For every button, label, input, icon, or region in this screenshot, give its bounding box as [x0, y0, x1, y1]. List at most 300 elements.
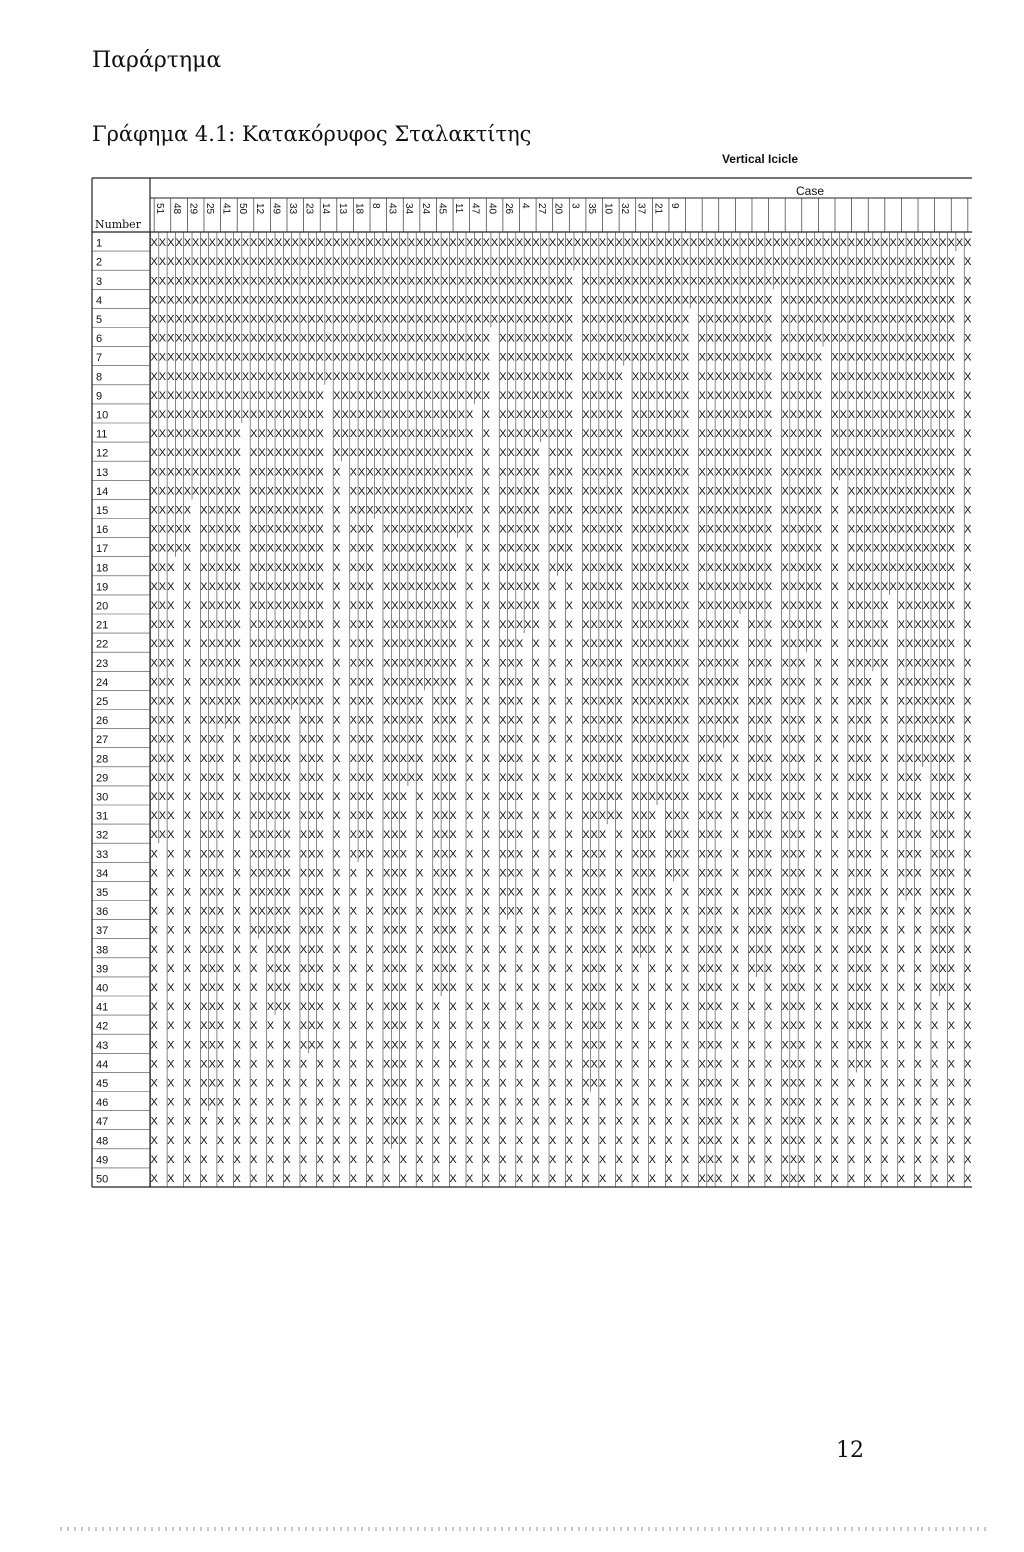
- cell-mark: X: [316, 313, 324, 326]
- cell-mark: X: [665, 848, 673, 861]
- cell-mark: X: [598, 523, 607, 536]
- cell-mark: X: [590, 409, 598, 421]
- cell-mark: X: [225, 332, 233, 345]
- cell-mark: X: [449, 867, 457, 880]
- cell-mark: X: [366, 829, 374, 842]
- cell-mark: X: [598, 1096, 607, 1109]
- cell-mark: X: [216, 600, 225, 612]
- cell-mark: X: [607, 351, 615, 364]
- row-label: 48: [96, 1135, 109, 1148]
- cell-mark: X: [208, 351, 216, 364]
- cell-mark: X: [291, 466, 299, 479]
- cell-mark: X: [374, 485, 383, 498]
- cell-mark: X: [191, 370, 200, 383]
- cell-mark: X: [158, 313, 167, 326]
- cell-mark: X: [349, 867, 358, 880]
- cell-mark: X: [266, 695, 275, 708]
- cell-mark: X: [366, 294, 374, 307]
- cell-mark: X: [590, 676, 598, 689]
- cell-mark: X: [673, 771, 681, 784]
- cell-mark: X: [582, 1115, 590, 1128]
- cell-mark: X: [382, 428, 391, 441]
- cell-mark: X: [432, 1173, 441, 1185]
- cell-mark: X: [407, 676, 416, 689]
- cell-mark: X: [465, 791, 474, 803]
- cell-mark: X: [233, 466, 241, 479]
- cell-mark: X: [216, 447, 225, 460]
- cell-mark: X: [200, 657, 208, 670]
- cell-mark: X: [432, 829, 441, 842]
- cell-mark: X: [225, 237, 233, 250]
- row-label: 46: [96, 1097, 109, 1110]
- cell-mark: X: [299, 771, 308, 784]
- cell-mark: X: [598, 676, 607, 689]
- cell-mark: X: [615, 1039, 623, 1052]
- cell-mark: X: [416, 619, 424, 632]
- cell-mark: X: [283, 409, 291, 421]
- cell-mark: X: [283, 466, 291, 479]
- cell-mark: X: [366, 237, 374, 250]
- cell-mark: X: [324, 332, 333, 345]
- cell-mark: X: [490, 313, 499, 326]
- cell-mark: X: [465, 237, 474, 250]
- cell-mark: X: [648, 905, 657, 918]
- cell-mark: X: [225, 409, 233, 421]
- cell-mark: X: [632, 638, 640, 651]
- cell-mark: X: [615, 428, 623, 441]
- cell-mark: X: [407, 600, 416, 612]
- cell-mark: X: [208, 389, 216, 402]
- cell-mark: X: [275, 561, 283, 574]
- cell-mark: X: [665, 561, 673, 574]
- cell-mark: X: [416, 485, 424, 498]
- cell-mark: X: [549, 714, 557, 727]
- cell-mark: X: [299, 848, 308, 861]
- cell-mark: X: [316, 829, 324, 842]
- cell-mark: X: [490, 237, 499, 250]
- cell-mark: X: [449, 638, 457, 651]
- cell-mark: X: [358, 237, 366, 250]
- cell-mark: X: [250, 867, 258, 880]
- cell-mark: X: [549, 733, 557, 746]
- cell-mark: X: [316, 389, 324, 402]
- cell-mark: X: [382, 676, 391, 689]
- cell-mark: X: [216, 294, 225, 307]
- cell-mark: X: [598, 351, 607, 364]
- cell-mark: X: [333, 886, 341, 899]
- cell-mark: X: [316, 256, 324, 269]
- cell-mark: X: [507, 791, 515, 803]
- cell-mark: X: [532, 867, 540, 880]
- cell-mark: X: [167, 332, 175, 345]
- cell-mark: X: [216, 676, 225, 689]
- cell-mark: X: [233, 1039, 241, 1052]
- cell-mark: X: [607, 752, 615, 765]
- cell-mark: X: [632, 733, 640, 746]
- cell-mark: X: [407, 619, 416, 632]
- cell-mark: X: [499, 1039, 507, 1052]
- cell-mark: X: [382, 504, 391, 517]
- cell-mark: X: [349, 810, 358, 823]
- cell-mark: X: [648, 600, 657, 612]
- cell-mark: X: [366, 1020, 374, 1033]
- cell-mark: X: [532, 409, 540, 421]
- case-tick-label: 34: [403, 203, 415, 215]
- cell-mark: X: [615, 485, 623, 498]
- cell-mark: X: [449, 351, 457, 364]
- cell-mark: X: [233, 886, 241, 899]
- cell-mark: X: [441, 619, 449, 632]
- cell-mark: X: [366, 1039, 374, 1052]
- cell-mark: X: [424, 237, 432, 250]
- cell-mark: X: [291, 600, 299, 612]
- cell-mark: X: [416, 389, 424, 402]
- cell-mark: X: [482, 771, 490, 784]
- cell-mark: X: [266, 332, 275, 345]
- cell-mark: X: [648, 752, 657, 765]
- cell-mark: X: [382, 523, 391, 536]
- cell-mark: X: [524, 275, 532, 288]
- cell-mark: X: [673, 485, 681, 498]
- cell-mark: X: [183, 600, 192, 612]
- cell-mark: X: [582, 275, 590, 288]
- cell-mark: X: [150, 638, 158, 651]
- cell-mark: X: [615, 962, 623, 975]
- cell-mark: X: [183, 409, 192, 421]
- cell-mark: X: [482, 1153, 490, 1166]
- cell-mark: X: [482, 905, 490, 918]
- cell-mark: X: [465, 867, 474, 880]
- cell-mark: X: [416, 294, 424, 307]
- cell-mark: X: [216, 867, 225, 880]
- cell-mark: X: [358, 504, 366, 517]
- cell-mark: X: [399, 943, 407, 956]
- cell-mark: X: [565, 829, 573, 842]
- cell-mark: X: [582, 580, 590, 593]
- cell-mark: X: [266, 791, 275, 803]
- cell-mark: X: [515, 657, 524, 670]
- cell-mark: X: [258, 561, 266, 574]
- cell-mark: X: [665, 1001, 673, 1014]
- cell-mark: X: [250, 237, 258, 250]
- cell-mark: X: [299, 428, 308, 441]
- cell-mark: X: [258, 580, 266, 593]
- cell-mark: X: [598, 886, 607, 899]
- cell-mark: X: [407, 256, 416, 269]
- cell-mark: X: [316, 810, 324, 823]
- cell-mark: X: [167, 428, 175, 441]
- cell-mark: X: [150, 1020, 158, 1033]
- cell-mark: X: [167, 1001, 175, 1014]
- cell-mark: X: [208, 275, 216, 288]
- cell-mark: X: [449, 886, 457, 899]
- cell-mark: X: [656, 485, 665, 498]
- cell-mark: X: [200, 237, 208, 250]
- cell-mark: X: [358, 791, 366, 803]
- cell-mark: X: [183, 313, 192, 326]
- cell-mark: X: [632, 676, 640, 689]
- cell-mark: X: [299, 1153, 308, 1166]
- cell-mark: X: [615, 714, 623, 727]
- cell-mark: X: [590, 1020, 598, 1033]
- cell-mark: X: [632, 924, 640, 937]
- cell-mark: X: [524, 237, 532, 250]
- cell-mark: X: [598, 791, 607, 803]
- cell-mark: X: [515, 1077, 524, 1090]
- cell-mark: X: [399, 638, 407, 651]
- cell-mark: X: [258, 504, 266, 517]
- cell-mark: X: [250, 351, 258, 364]
- row-label: 47: [96, 1116, 109, 1129]
- cell-mark: X: [391, 1077, 399, 1090]
- cell-mark: X: [590, 485, 598, 498]
- cell-mark: X: [615, 1020, 623, 1033]
- cell-mark: X: [656, 600, 665, 612]
- cell-mark: X: [416, 561, 424, 574]
- cell-mark: X: [150, 905, 158, 918]
- cell-mark: X: [250, 638, 258, 651]
- cell-mark: X: [324, 294, 333, 307]
- cell-mark: X: [216, 523, 225, 536]
- cell-mark: X: [299, 695, 308, 708]
- cell-mark: X: [465, 1115, 474, 1128]
- cell-mark: X: [615, 1077, 623, 1090]
- cell-mark: X: [191, 409, 200, 421]
- cell-mark: X: [449, 542, 457, 555]
- cell-mark: X: [441, 428, 449, 441]
- cell-mark: X: [167, 982, 175, 994]
- cell-mark: X: [333, 447, 341, 460]
- cell-mark: X: [482, 1134, 490, 1147]
- cell-mark: X: [366, 561, 374, 574]
- cell-mark: X: [200, 332, 208, 345]
- cell-mark: X: [399, 1115, 407, 1128]
- cell-mark: X: [333, 1096, 341, 1109]
- cell-mark: X: [524, 619, 532, 632]
- cell-mark: X: [590, 943, 598, 956]
- cell-mark: X: [308, 676, 316, 689]
- cell-mark: X: [665, 752, 673, 765]
- cell-mark: X: [416, 657, 424, 670]
- cell-mark: X: [416, 905, 424, 918]
- cell-mark: X: [656, 428, 665, 441]
- cell-mark: X: [565, 428, 573, 441]
- cell-mark: X: [407, 657, 416, 670]
- cell-mark: X: [175, 504, 183, 517]
- cell-mark: X: [316, 485, 324, 498]
- cell-mark: X: [416, 1020, 424, 1033]
- cell-mark: X: [391, 867, 399, 880]
- cell-mark: X: [158, 351, 167, 364]
- cell-mark: X: [648, 771, 657, 784]
- cell-mark: X: [382, 275, 391, 288]
- cell-mark: X: [167, 1096, 175, 1109]
- cell-mark: X: [482, 275, 490, 288]
- cell-mark: X: [465, 657, 474, 670]
- cell-mark: X: [333, 1173, 341, 1185]
- cell-mark: X: [665, 1039, 673, 1052]
- cell-mark: X: [399, 695, 407, 708]
- cell-mark: X: [183, 1096, 192, 1109]
- cell-mark: X: [540, 332, 549, 345]
- cell-mark: X: [565, 313, 573, 326]
- cell-mark: X: [333, 561, 341, 574]
- cell-mark: X: [258, 848, 266, 861]
- cell-mark: X: [349, 1039, 358, 1052]
- cell-mark: X: [515, 695, 524, 708]
- cell-mark: X: [316, 1096, 324, 1109]
- cell-mark: X: [598, 1001, 607, 1014]
- cell-mark: X: [507, 237, 515, 250]
- cell-mark: X: [250, 1020, 258, 1033]
- cell-mark: X: [607, 638, 615, 651]
- cell-mark: X: [607, 447, 615, 460]
- cell-mark: X: [308, 905, 316, 918]
- cell-mark: X: [183, 943, 192, 956]
- cell-mark: X: [598, 485, 607, 498]
- cell-mark: X: [648, 1077, 657, 1090]
- case-tick-label: 4: [519, 203, 531, 209]
- cell-mark: X: [299, 561, 308, 574]
- cell-mark: X: [565, 619, 573, 632]
- cell-mark: X: [557, 313, 565, 326]
- cell-mark: X: [449, 313, 457, 326]
- cell-mark: X: [158, 409, 167, 421]
- cell-mark: X: [532, 1096, 540, 1109]
- cell-mark: X: [208, 829, 216, 842]
- row-label: 44: [96, 1058, 109, 1071]
- cell-mark: X: [233, 1096, 241, 1109]
- cell-mark: X: [308, 943, 316, 956]
- cell-mark: X: [499, 409, 507, 421]
- cell-mark: X: [648, 466, 657, 479]
- cell-mark: X: [524, 466, 532, 479]
- cell-mark: X: [175, 275, 183, 288]
- cell-mark: X: [416, 982, 424, 994]
- cell-mark: X: [507, 370, 515, 383]
- cell-mark: X: [200, 1001, 208, 1014]
- row-header-label: Number: [95, 218, 141, 231]
- cell-mark: X: [515, 1039, 524, 1052]
- cell-mark: X: [623, 332, 632, 345]
- cell-mark: X: [465, 1173, 474, 1185]
- cell-mark: X: [349, 1134, 358, 1147]
- cell-mark: X: [382, 466, 391, 479]
- cell-mark: X: [275, 600, 283, 612]
- cell-mark: X: [225, 256, 233, 269]
- cell-mark: X: [532, 580, 540, 593]
- cell-mark: X: [200, 485, 208, 498]
- cell-mark: X: [515, 905, 524, 918]
- cell-mark: X: [233, 580, 241, 593]
- cell-mark: X: [665, 1115, 673, 1128]
- cell-mark: X: [457, 256, 466, 269]
- cell-mark: X: [673, 638, 681, 651]
- cell-mark: X: [499, 848, 507, 861]
- cell-mark: X: [183, 714, 192, 727]
- cell-mark: X: [665, 237, 673, 250]
- cell-mark: X: [532, 752, 540, 765]
- cell-mark: X: [499, 943, 507, 956]
- cell-mark: X: [349, 485, 358, 498]
- cell-mark: X: [665, 924, 673, 937]
- cell-mark: X: [598, 657, 607, 670]
- cell-mark: X: [474, 332, 482, 345]
- row-label: 34: [96, 867, 109, 880]
- cell-mark: X: [374, 447, 383, 460]
- cell-mark: X: [382, 389, 391, 402]
- cell-mark: X: [308, 982, 316, 994]
- cell-mark: X: [233, 275, 241, 288]
- cell-mark: X: [482, 810, 490, 823]
- cell-mark: X: [216, 714, 225, 727]
- cell-mark: X: [632, 1173, 640, 1185]
- cell-mark: X: [665, 275, 673, 288]
- cell-mark: X: [515, 1134, 524, 1147]
- cell-mark: X: [167, 1058, 175, 1071]
- cell-mark: X: [499, 485, 507, 498]
- cell-mark: X: [598, 867, 607, 880]
- cell-mark: X: [150, 409, 158, 421]
- row-label: 31: [96, 810, 109, 823]
- cell-mark: X: [532, 638, 540, 651]
- cell-mark: X: [465, 256, 474, 269]
- cell-mark: X: [358, 714, 366, 727]
- cell-mark: X: [316, 542, 324, 555]
- cell-mark: X: [615, 561, 623, 574]
- cell-mark: X: [233, 1115, 241, 1128]
- cell-mark: X: [283, 638, 291, 651]
- cell-mark: X: [441, 867, 449, 880]
- cell-mark: X: [507, 256, 515, 269]
- cell-mark: X: [524, 351, 532, 364]
- cell-mark: X: [632, 256, 640, 269]
- cell-mark: X: [158, 428, 167, 441]
- cell-mark: X: [648, 294, 657, 307]
- cell-mark: X: [582, 1173, 590, 1185]
- cell-mark: X: [250, 943, 258, 956]
- cell-mark: X: [208, 1058, 216, 1071]
- cell-mark: X: [208, 561, 216, 574]
- cell-mark: X: [158, 714, 167, 727]
- cell-mark: X: [225, 561, 233, 574]
- cell-mark: X: [233, 752, 241, 765]
- cell-mark: X: [200, 447, 208, 460]
- cell-mark: X: [640, 619, 648, 632]
- cell-mark: X: [316, 1153, 324, 1166]
- cell-mark: X: [233, 714, 241, 727]
- cell-mark: X: [283, 676, 291, 689]
- cell-mark: X: [598, 619, 607, 632]
- cell-mark: X: [241, 370, 250, 383]
- cell-mark: X: [648, 447, 657, 460]
- cell-mark: X: [200, 982, 208, 994]
- cell-mark: X: [598, 638, 607, 651]
- cell-mark: X: [665, 714, 673, 727]
- cell-mark: X: [648, 733, 657, 746]
- row-label: 25: [96, 696, 109, 708]
- cell-mark: X: [150, 561, 158, 574]
- cell-mark: X: [208, 867, 216, 880]
- cell-mark: X: [167, 905, 175, 918]
- cell-mark: X: [532, 619, 540, 632]
- cell-mark: X: [465, 1096, 474, 1109]
- cell-mark: X: [648, 1153, 657, 1166]
- cell-mark: X: [158, 771, 167, 784]
- cell-mark: X: [515, 1115, 524, 1128]
- cell-mark: X: [349, 409, 358, 421]
- cell-mark: X: [499, 1173, 507, 1185]
